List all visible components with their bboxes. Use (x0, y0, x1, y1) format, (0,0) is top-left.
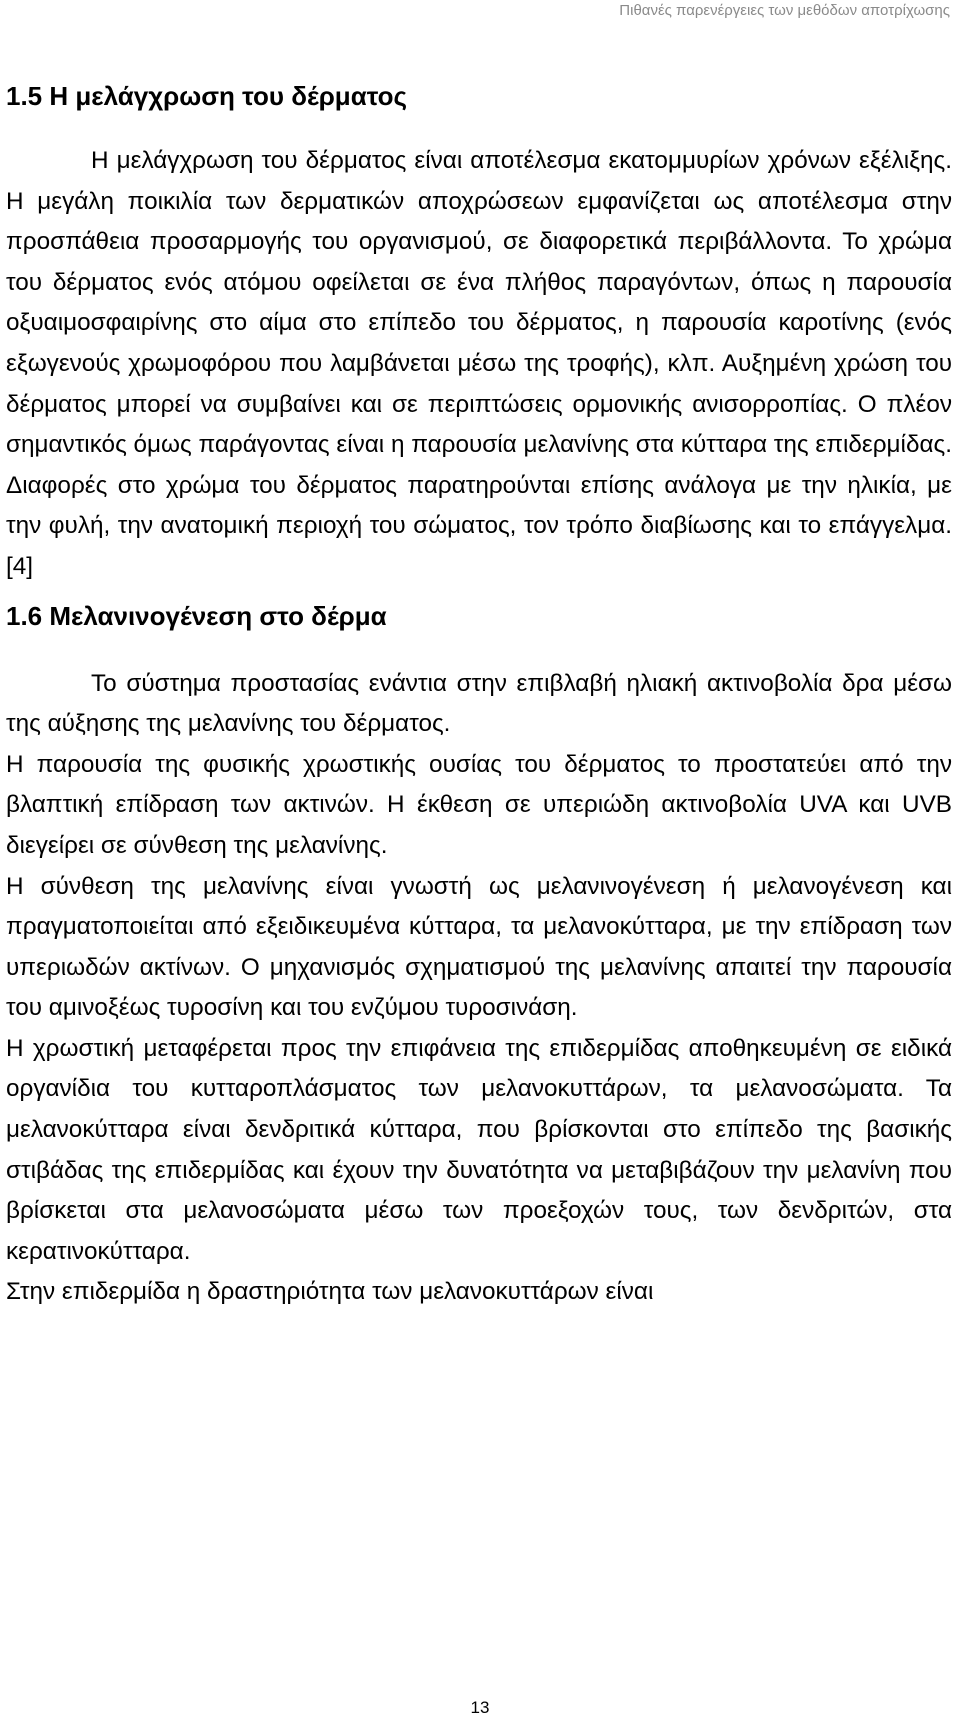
paragraph: Η σύνθεση της μελανίνης είναι γνωστή ως μελανινογένεση ή μελανογένεση και πραγματοποιείται από εξειδικευμένα κύτταρα, τα μελανοκύτταρα, με την επίδραση των υπεριωδών ακτίνων. Ο μηχανισμός σχηματισμού της μελανίνης απαιτεί την παρουσία του αμινοξέως τυροσίνη και του ενζύμου τυροσινάση. (6, 872, 952, 1022)
document-body (6, 78, 952, 1313)
running-header: Πιθανές παρενέργειες των μεθόδων αποτρίχωσης (619, 2, 950, 19)
section-heading-1-5: 1.5 Η μελάγχρωση του δέρματος (6, 81, 407, 111)
paragraph: Η παρουσία της φυσικής χρωστικής ουσίας του δέρματος το προστατεύει από την βλαπτική επίδραση των ακτινών. Η έκθεση σε υπεριώδη ακτινοβολία UVA και UVB διεγείρει σε σύνθεση της μελανίνης. (6, 750, 952, 859)
paragraph: Διαφορές στο χρώμα του δέρματος παρατηρούνται επίσης ανάλογα με την ηλικία, με την φυλή, την ανατομική περιοχή του σώματος, τον τρόπο διαβίωσης και το επάγγελμα. [4] (6, 471, 952, 580)
section-heading-1-6: 1.6 Μελανινογένεση στο δέρμα (6, 600, 387, 631)
page-number: 13 (470, 1698, 490, 1717)
paragraph: Στην επιδερμίδα η δραστηριότητα των μελανοκυττάρων είναι (6, 1278, 654, 1306)
paragraph: Η χρωστική μεταφέρεται προς την επιφάνεια της επιδερμίδας αποθηκευμένη σε ειδικά οργανίδια του κυτταροπλάσματος των μελανοκυττάρων, τα μελανοσώματα. Τα μελανοκύτταρα είναι δενδριτικά κύτταρα, που βρίσκονται στο επίπεδο της βασικής στιβάδας της επιδερμίδας και έχουν την δυνατότητα να μεταβιβάζουν την μελανίνη που βρίσκεται στα μελανοσώματα μέσω των προεξοχών τους, των δενδριτών, στα κερατινοκύτταρα. (6, 1034, 952, 1265)
paragraph: Η μελάγχρωση του δέρματος είναι αποτέλεσμα εκατομμυρίων χρόνων εξέλιξης. Η μεγάλη ποικιλία των δερματικών αποχρώσεων εμφανίζεται ως αποτέλεσμα στην προσπάθεια προσαρμογής του οργανισμού, σε διαφορετικά περιβάλλοντα. Το χρώμα του δέρματος ενός ατόμου οφείλεται σε ένα πλήθος παραγόντων, όπως η παρουσία οξυαιμοσφαιρίνης στο αίμα στο επίπεδο του δέρματος, η παρουσία καροτίνης (ενός εξωγενούς χρωμοφόρου που λαμβάνεται μέσω της τροφής), κλπ. Αυξημένη χρώση του δέρματος μπορεί να συμβαίνει και σε περιπτώσεις ορμονικής ανισορροπίας. Ο πλέον σημαντικός όμως παράγοντας είναι η παρουσία μελανίνης στα κύτταρα της επιδερμίδας. (6, 147, 952, 459)
paragraph: Το σύστημα προστασίας ενάντια στην επιβλαβή ηλιακή ακτινοβολία δρα μέσω της αύξησης της μελανίνης του δέρματος. (6, 669, 952, 738)
